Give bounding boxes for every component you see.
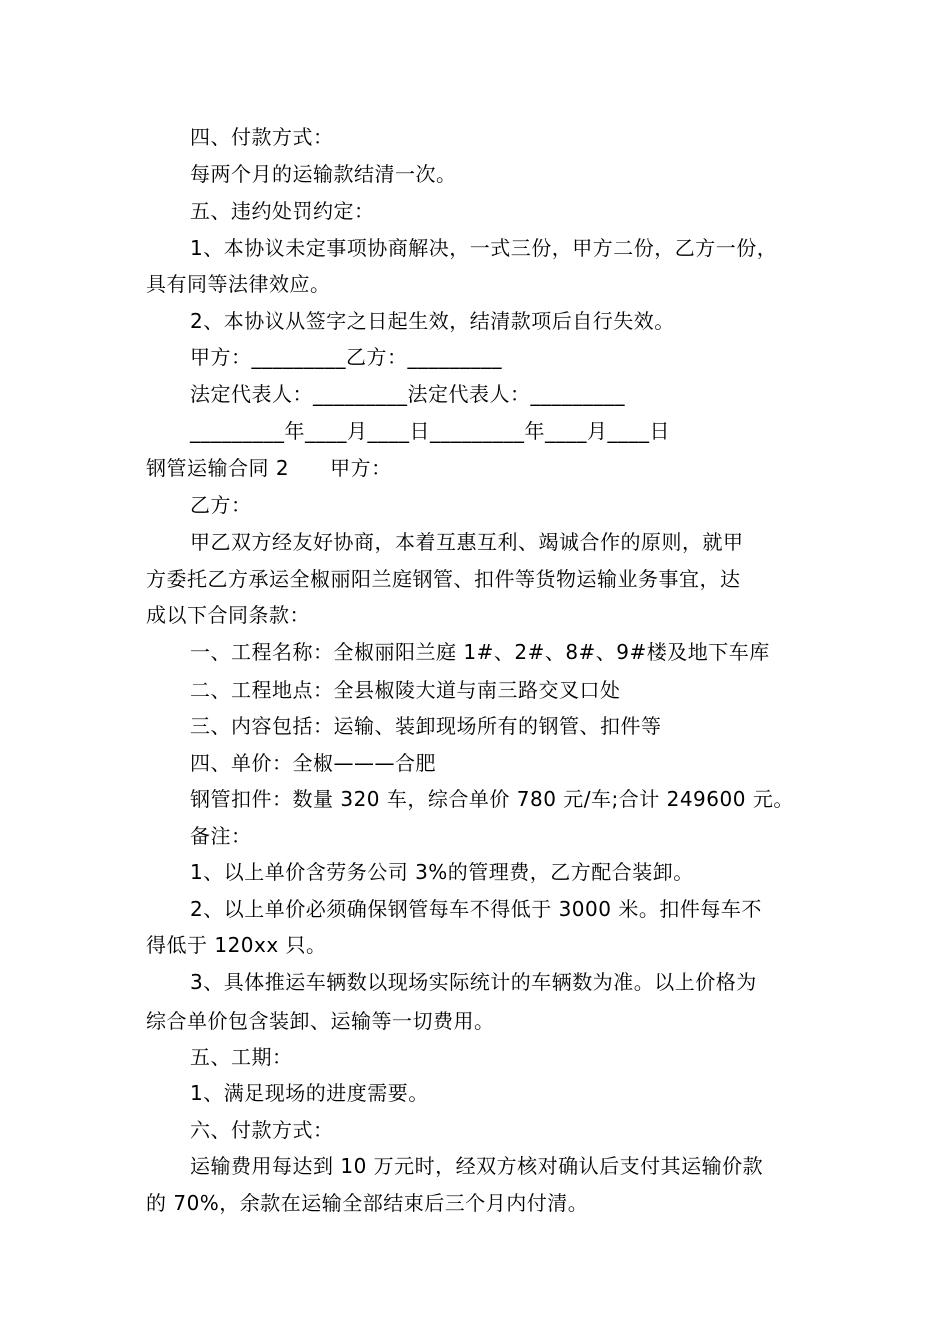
clause-project-name: 一、工程名称：全椒丽阳兰庭 1#、2#、8#、9#楼及地下车库 bbox=[190, 640, 770, 664]
clause-unit-price: 四、单价：全椒———合肥 bbox=[190, 751, 436, 775]
paragraph-line: 甲乙双方经友好协商，本着互惠互利、竭诚合作的原则，就甲 bbox=[190, 530, 744, 554]
remark-item: 3、具体推运车辆数以现场实际统计的车辆数为准。以上价格为 bbox=[190, 970, 757, 994]
paragraph-line: 1、本协议未定事项协商解决，一式三份，甲方二份，乙方一份， bbox=[190, 236, 778, 260]
remark-item: 2、以上单价必须确保钢管每车不得低于 3000 米。扣件每车不 bbox=[190, 897, 762, 921]
clause-quantity: 钢管扣件：数量 320 车，综合单价 780 元/车;合计 249600 元。 bbox=[190, 787, 794, 811]
section-heading-payment: 四、付款方式： bbox=[190, 125, 334, 149]
section-heading-schedule: 五、工期： bbox=[190, 1045, 293, 1069]
signature-line-representatives: 法定代表人：_________法定代表人：_________ bbox=[190, 382, 625, 406]
paragraph-line: 具有同等法律效应。 bbox=[146, 272, 331, 296]
remarks-heading: 备注： bbox=[190, 824, 252, 848]
paragraph-line: 的 70%，余款在运输全部结束后三个月内付清。 bbox=[146, 1191, 589, 1215]
paragraph-line: 2、本协议从签字之日起生效，结清款项后自行失效。 bbox=[190, 309, 675, 333]
section-heading-payment-2: 六、付款方式： bbox=[190, 1118, 334, 1142]
paragraph-line: 方委托乙方承运全椒丽阳兰庭钢管、扣件等货物运输业务事宜，达 bbox=[146, 567, 741, 591]
paragraph-line: 成以下合同条款： bbox=[146, 603, 310, 627]
signature-line-parties: 甲方：_________乙方：_________ bbox=[190, 345, 502, 369]
clause-project-location: 二、工程地点：全县椒陵大道与南三路交叉口处 bbox=[190, 678, 621, 702]
remark-item: 1、以上单价含劳务公司 3%的管理费，乙方配合装卸。 bbox=[190, 860, 694, 884]
clause-content: 三、内容包括：运输、装卸现场所有的钢管、扣件等 bbox=[190, 714, 662, 738]
paragraph-line: 运输费用每达到 10 万元时，经双方核对确认后支付其运输价款 bbox=[190, 1154, 764, 1178]
paragraph-line: 得低于 120xx 只。 bbox=[146, 933, 327, 957]
paragraph-line: 综合单价包含装卸、运输等一切费用。 bbox=[146, 1009, 495, 1033]
signature-line-dates: _________年____月____日_________年____月____日 bbox=[190, 419, 670, 443]
paragraph-line: 1、满足现场的进度需要。 bbox=[190, 1081, 429, 1105]
party-b-label: 乙方： bbox=[190, 493, 252, 517]
paragraph-line: 每两个月的运输款结清一次。 bbox=[190, 162, 457, 186]
section-heading-penalty: 五、违约处罚约定： bbox=[190, 199, 375, 223]
contract-title: 钢管运输合同 2 甲方： bbox=[146, 456, 392, 480]
